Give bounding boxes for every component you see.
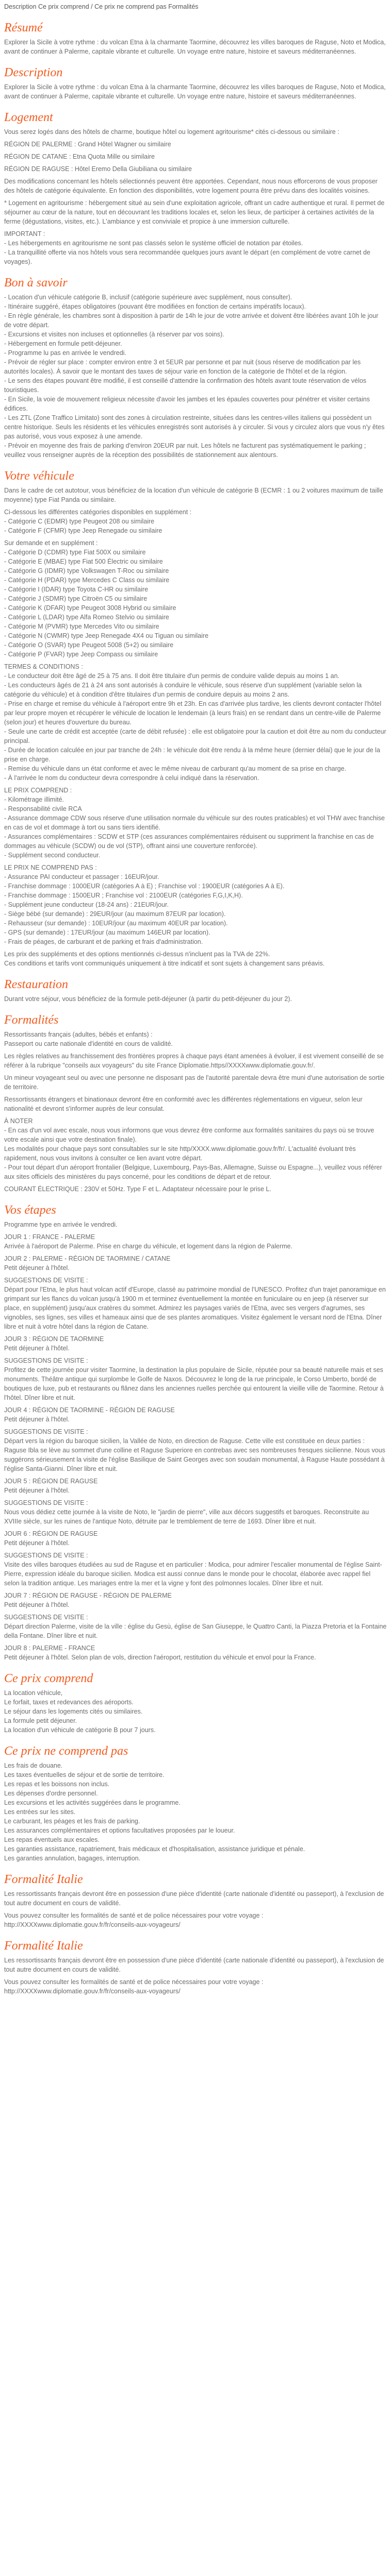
text-line: - Catégorie E (MBAE) type Fiat 500 Électric ou similaire bbox=[4, 558, 163, 565]
text-line: - Assurance dommage CDW sous réserve d'une utilisation normale du véhicule sur des routes praticables) et vol THW avec franchise en cas de vol et dommage à tort ou sans tiers identifié. bbox=[4, 815, 385, 831]
text-line: TERMES & CONDITIONS : bbox=[4, 663, 83, 670]
text-line: Petit déjeuner à l'hôtel. bbox=[4, 1601, 70, 1608]
text-line: Petit déjeuner à l'hôtel. bbox=[4, 1539, 70, 1547]
text-line: Durant votre séjour, vous bénéficiez de la formule petit-déjeuner (à partir du petit-déjeuner du jour 2). bbox=[4, 995, 292, 1003]
text-line: - Excursions et visites non incluses et optionnelles (à réserver par vos soins). bbox=[4, 331, 224, 338]
text-line: - Les hébergements en agritourisme ne sont pas classés selon le système officiel de notation par étoiles. bbox=[4, 240, 303, 247]
text-line: Le forfait, taxes et redevances des aéroports. bbox=[4, 1699, 134, 1706]
text-line: RÉGION DE RAGUSE : Hôtel Eremo Della Giubiliana ou similaire bbox=[4, 165, 192, 173]
text-line: SUGGESTIONS DE VISITE : bbox=[4, 1499, 88, 1506]
paragraph bbox=[4, 1356, 387, 1402]
text-line: Le carburant, les péages et les frais de parking. bbox=[4, 1818, 140, 1825]
text-line: Arrivée à l'aéroport de Palerme. Prise en charge du véhicule, et logement dans la région de Palerme. bbox=[4, 1243, 292, 1250]
text-line: Départ direction Palerme, visite de la ville : église du Gesù, église de San Giuseppe, le Quattro Canti, la Piazza Pretoria et la Fontaine della Fontane. Dîner libre et nuit. bbox=[4, 1623, 387, 1639]
text-line: - Catégorie O (SVAR) type Peugeot 5008 (5+2) ou similaire bbox=[4, 641, 174, 649]
paragraph bbox=[4, 1052, 387, 1070]
text-line: - Itinéraire suggéré, étapes obligatoires (pouvant être modifiées en fonction de certains impératifs locaux). bbox=[4, 303, 306, 310]
text-line: - À l'arrivée le nom du conducteur devra correspondre à celui indiqué dans la réservation. bbox=[4, 774, 259, 782]
text-line: Départ vers la région du baroque sicilien, la Vallée de Noto, en direction de Raguse. Cette ville est constituée en deux parties : Raguse Ibla se lève au sommet d'une colline et Raguse Superiore en contrebas avec ses nombreuses fresques sicilienne. Nous vous suggérons sérieusement la visite de l'église Basilique de Saint Georges avec son soudain monumental, à Raguse Haute possédant à l'église Santa-Gianni. Dîner libre et nuit. bbox=[4, 1437, 385, 1472]
text-line: Ces conditions et tarifs vont communiqués uniquement à titre indicatif et sont sujets à changement sans préavis. bbox=[4, 960, 325, 967]
text-line: Vous pouvez consulter les formalités de santé et de police nécessaires pour votre voyage : bbox=[4, 1912, 264, 1919]
text-line: - Catégorie F (CFMR) type Jeep Renegade ou similaire bbox=[4, 527, 162, 534]
text-line: - Catégorie N (CWMR) type Jeep Renegade 4X4 ou Tiguan ou similaire bbox=[4, 632, 209, 639]
text-line: LE PRIX NE COMPREND PAS : bbox=[4, 864, 97, 871]
paragraph bbox=[4, 507, 387, 535]
paragraph bbox=[4, 38, 387, 56]
paragraph bbox=[4, 1477, 387, 1495]
text-line: Petit déjeuner à l'hôtel. bbox=[4, 1487, 70, 1494]
text-line: - Le sens des étapes pouvant être modifié, il est conseillé d'attendre la confirmation des hôtels avant toute réservation de vélos touristiques. bbox=[4, 377, 367, 394]
paragraph bbox=[4, 1220, 387, 1229]
text-line: JOUR 6 : RÉGION DE RAGUSE bbox=[4, 1530, 98, 1537]
text-line: Le séjour dans les logements cités ou similaires. bbox=[4, 1708, 143, 1715]
text-line: Les garanties annulation, bagages, interruption. bbox=[4, 1855, 141, 1862]
paragraph bbox=[4, 1498, 387, 1526]
text-line: JOUR 7 : RÉGION DE RAGUSE - RÉGION DE PALERME bbox=[4, 1592, 172, 1599]
text-line: Les ressortissants français devront être en possession d'une pièce d'identité (carte nationale d'identité ou passeport), à l'exclusion de tout autre document en cours de validité. bbox=[4, 1957, 384, 1973]
paragraph bbox=[4, 1427, 387, 1473]
text-line: - Catégorie K (DFAR) type Peugeot 3008 Hybrid ou similaire bbox=[4, 604, 176, 612]
text-line: Petit déjeuner à l'hôtel. bbox=[4, 1264, 70, 1272]
text-line: - Prévoir de régler sur place : compter environ entre 3 et 5EUR par personne et par nuit (sous réserve de modification par les autorités locales). À savoir que le montant des taxes de séjour varie en fonction de la catégorie de l'hôtel et de la région. bbox=[4, 359, 361, 375]
text-line: Les repas éventuels aux escales. bbox=[4, 1836, 100, 1843]
text-line: JOUR 3 : RÉGION DE TAORMINE bbox=[4, 1335, 104, 1343]
section-6 bbox=[4, 1013, 387, 1194]
text-line: - Siège bébé (sur demande) : 29EUR/jour (au maximum 87EUR par location). bbox=[4, 910, 226, 918]
text-line: Petit déjeuner à l'hôtel. bbox=[4, 1345, 70, 1352]
section-7 bbox=[4, 1203, 387, 1662]
text-line: Profitez de cette journée pour visiter Taormine, la destination la plus populaire de Sicile, réputée pour sa beauté naturelle mais et ses monuments. Théâtre antique qui surplombe le Golfe de Naxos. Découvrez le long de la rue principale, le Corso Umberto, bordé de boutiques de luxe, pub et restaurants ou flânez dans les anciennes ruelles perchée qui entourent la vieille ville de Taormine. Retour à l'hôtel. Dîner libre et nuit. bbox=[4, 1366, 384, 1401]
text-line: - Catégorie D (CDMR) type Fiat 500X ou similaire bbox=[4, 549, 146, 556]
paragraph bbox=[4, 293, 387, 460]
text-line: - Prise en charge et remise du véhicule à l'aéroport entre 9h et 23h. En cas d'arrivée plus tardive, les clients devront contacter l'hôtel par leur propre moyen et récupérer le véhicule de location le lendemain (à leurs frais) en se rendant dans un centre-ville de Palerme (selon jour) et heures d'ouverture du bureau. bbox=[4, 700, 382, 726]
text-line: - Catégorie I (IDAR) type Toyota C-HR ou similaire bbox=[4, 586, 149, 593]
text-line: Dans le cadre de cet autotour, vous bénéficiez de la location d'un véhicule de catégorie B (ECMR : 1 ou 2 voitures maximum de taille moyenne) type Fiat Panda ou similaire. bbox=[4, 487, 383, 503]
text-line: Les taxes éventuelles de séjour et de sortie de territoire. bbox=[4, 1771, 165, 1778]
text-line: - Hébergement en formule petit-déjeuner. bbox=[4, 340, 122, 347]
paragraph bbox=[4, 1030, 387, 1048]
paragraph bbox=[4, 82, 387, 101]
section-title: Restauration bbox=[4, 978, 68, 991]
text-line: Vous serez logés dans des hôtels de charme, boutique hôtel ou logement agritourisme* cités ci-dessous ou similaire : bbox=[4, 128, 339, 135]
text-line: Départ pour l'Etna, le plus haut volcan actif d'Europe, classé au patrimoine mondial de l'UNESCO. Profitez d'un trajet panoramique en grimpant sur les flancs du volcan jusqu'à 1900 m et terminez éventuellement la montée en funiculaire ou en jeep (à réserver sur place, en supplément) jusqu'aux cratères du sommet. Admirez les paysages variés de l'Etna, avec ses vergers d'agrumes, ses vignobles, ses lignes, ses villes et hameaux ainsi que de ses plantes aromatiques. Visitez également le versant nord de l'Etna. Dîner libre et nuit à votre hôtel dans la région de Catane. bbox=[4, 1286, 386, 1330]
section-4 bbox=[4, 469, 387, 968]
text-line: La location véhicule, bbox=[4, 1689, 63, 1697]
paragraph bbox=[4, 1643, 387, 1662]
text-line: - Franchise dommage : 1000EUR (catégories A à E) ; Franchise vol : 1900EUR (catégories A à E). bbox=[4, 883, 285, 890]
text-line: - Catégorie H (PDAR) type Mercedes C Class ou similaire bbox=[4, 577, 170, 584]
text-line: - Kilométrage illimité. bbox=[4, 796, 64, 803]
text-line: SUGGESTIONS DE VISITE : bbox=[4, 1552, 88, 1559]
paragraph bbox=[4, 1405, 387, 1424]
sections-container bbox=[4, 21, 387, 1996]
text-line: - Remise du véhicule dans un état conforme et avec le même niveau de carburant qu'au moment de sa prise en charge. bbox=[4, 765, 347, 772]
section-3 bbox=[4, 276, 387, 460]
text-line: - Seule une carte de crédit est acceptée (carte de débit refusée) : elle est obligatoire pour la caution et doit être au nom du conducteur principal. bbox=[4, 728, 386, 744]
paragraph bbox=[4, 538, 387, 659]
text-line: - Assurance PAI conducteur et passager : 16EUR/jour. bbox=[4, 873, 159, 880]
paragraph bbox=[4, 950, 387, 968]
text-line: Nous vous dédiez cette journée à la visite de Noto, le "jardin de pierre", ville aux décors suggestifs et baroques. Reconstruite au XVIIIe siècle, sur les ruines de l'antique Noto, détruite par le tremblement de terre de 1693. Dîner libre et nuit. bbox=[4, 1509, 369, 1525]
text-line: Vous pouvez consulter les formalités de santé et de police nécessaires pour votre voyage : bbox=[4, 1978, 264, 1986]
paragraph bbox=[4, 1116, 387, 1181]
section-title: Logement bbox=[4, 111, 53, 124]
text-line: JOUR 4 : RÉGION DE TAORMINE - RÉGION DE RAGUSE bbox=[4, 1406, 175, 1414]
paragraph bbox=[4, 1276, 387, 1331]
section-title: Votre véhicule bbox=[4, 469, 74, 483]
text-line: - Catégorie M (PVMR) type Mercedes Vito ou similaire bbox=[4, 623, 159, 630]
text-line: Petit déjeuner à l'hôtel. Selon plan de vols, direction l'aéroport, restitution du véhicule et envol pour la France. bbox=[4, 1654, 316, 1661]
paragraph bbox=[4, 127, 387, 137]
section-10 bbox=[4, 1872, 387, 1929]
text-line: - Frais de péages, de carburant et de parking et frais d'administration. bbox=[4, 938, 203, 945]
paragraph bbox=[4, 1977, 387, 1996]
section-title: Formalités bbox=[4, 1013, 59, 1027]
text-line: Programme type en arrivée le vendredi. bbox=[4, 1221, 118, 1228]
paragraph bbox=[4, 1073, 387, 1092]
text-line: - Le conducteur doit être âgé de 25 à 75 ans. Il doit être titulaire d'un permis de conduire valide depuis au moins 1 an. bbox=[4, 672, 340, 680]
section-title: Bon à savoir bbox=[4, 276, 68, 290]
text-line: - Catégorie L (LDAR) type Alfa Romeo Stelvio ou similaire bbox=[4, 614, 169, 621]
paragraph bbox=[4, 1613, 387, 1640]
text-line: - Assurances complémentaires : SCDW et STP (ces assurances complémentaires réduisent ou suppriment la franchise en cas de dommages au véhicule (SCDW) ou de vol (STP), offrant ainsi une couverture renforcée). bbox=[4, 833, 374, 850]
paragraph bbox=[4, 1591, 387, 1609]
breadcrumb[interactable]: Description Ce prix comprend / Ce prix ne comprend pas Formalités bbox=[4, 3, 199, 10]
paragraph bbox=[4, 863, 387, 946]
text-line: Explorer la Sicile à votre rythme : du volcan Etna à la charmante Taormine, découvrez les villes baroques de Raguse, Noto et Modica, avant de continuer à Palerme, capitale vibrante et culturelle. Un voyage entre nature, histoire et saveurs méditerranéennes. bbox=[4, 83, 386, 100]
text-line: JOUR 5 : RÉGION DE RAGUSE bbox=[4, 1478, 98, 1485]
text-line: À NOTER bbox=[4, 1117, 33, 1125]
paragraph bbox=[4, 1911, 387, 1929]
text-line: http://XXXXwww.diplomatie.gouv.fr/fr/conseils-aux-voyageurs/ bbox=[4, 1921, 181, 1928]
text-line: COURANT ÉLECTRIQUE : 230V et 50Hz. Type F et L. Adaptateur nécessaire pour le prise L. bbox=[4, 1185, 271, 1193]
text-line: Un mineur voyageant seul ou avec une personne ne disposant pas de l'autorité parentale devra être muni d'une autorisation de sortie de territoire. bbox=[4, 1074, 385, 1091]
section-11 bbox=[4, 1939, 387, 1996]
text-line: Les dépenses d'ordre personnel. bbox=[4, 1790, 98, 1797]
text-line: Les frais de douane. bbox=[4, 1762, 63, 1769]
text-line: Les ressortissants français devront être en possession d'une pièce d'identité (carte nationale d'identité ou passeport), à l'exclusion de tout autre document en cours de validité. bbox=[4, 1890, 384, 1907]
section-title: Ce prix ne comprend pas bbox=[4, 1744, 128, 1758]
text-line: - Les conducteurs âgés de 21 à 24 ans sont autorisés à conduire le véhicule, sous réserve d'un supplément (variable selon la catégorie du véhicule) et à condition d'être titulaires d'un permis de conduire depuis au moins 2 ans. bbox=[4, 682, 362, 698]
paragraph bbox=[4, 177, 387, 195]
text-line: JOUR 1 : FRANCE - PALERME bbox=[4, 1233, 95, 1241]
text-line: RÉGION DE PALERME : Grand Hôtel Wagner ou similaire bbox=[4, 141, 171, 148]
text-line: - Pour tout départ d'un aéroport frontalier (Belgique, Luxembourg, Pays-Bas, Allemagne, Suisse ou Espagne...), veuillez vous référer aux sites officiels des ministères du pays concerné, pour les conditions de départ et de retour. bbox=[4, 1164, 382, 1180]
paragraph bbox=[4, 786, 387, 860]
paragraph bbox=[4, 140, 387, 149]
paragraph bbox=[4, 1184, 387, 1194]
text-line: - La tranquillité offerte via nos hôtels vous sera recommandée quelques jours avant le départ (en complément de votre carnet de voyages). bbox=[4, 249, 370, 265]
text-line: Les entrées sur les sites. bbox=[4, 1808, 76, 1816]
paragraph bbox=[4, 1956, 387, 1974]
section-5 bbox=[4, 977, 387, 1004]
text-line: Passeport ou carte nationale d'identité en cours de validité. bbox=[4, 1040, 173, 1047]
text-line: IMPORTANT : bbox=[4, 230, 45, 238]
text-line: - Responsabilité civile RCA bbox=[4, 805, 82, 812]
text-line: RÉGION DE CATANE : Etna Quota Mille ou similaire bbox=[4, 153, 155, 160]
text-line: - Durée de location calculée en jour par tranche de 24h : le véhicule doit être rendu à la même heure (dernier délai) que le jour de la prise en charge. bbox=[4, 747, 380, 763]
text-line: http://XXXXwww.diplomatie.gouv.fr/fr/conseils-aux-voyageurs/ bbox=[4, 1988, 181, 1995]
section-title: Résumé bbox=[4, 21, 43, 35]
paragraph bbox=[4, 662, 387, 783]
text-line: - Supplément jeune conducteur (18-24 ans) : 21EUR/jour. bbox=[4, 901, 169, 908]
section-title: Formalité Italie bbox=[4, 1873, 83, 1886]
section-title: Description bbox=[4, 66, 63, 79]
text-line: La formule petit déjeuner. bbox=[4, 1717, 77, 1724]
text-line: La location d'un véhicule de catégorie B pour 7 jours. bbox=[4, 1726, 156, 1734]
text-line: Sur demande et en supplément : bbox=[4, 539, 98, 547]
paragraph bbox=[4, 1761, 387, 1863]
text-line: - Catégorie C (EDMR) type Peugeot 208 ou similaire bbox=[4, 518, 155, 525]
section-title: Formalité Italie bbox=[4, 1939, 83, 1953]
text-line: - Les ZTL (Zone Traffico Limitato) sont des zones à circulation restreinte, situées dans les centres-villes italiens qui possèdent un centre historique. Seuls les résidents et les véhicules enregistrés sont autorisés à y circuler. Si vous y circulez alors que vous n'y êtes pas autorisé, vous vous exposez à une amende. bbox=[4, 414, 385, 440]
section-title: Vos étapes bbox=[4, 1204, 56, 1217]
text-line: Les assurances complémentaires et options facultatives proposées par le loueur. bbox=[4, 1827, 235, 1834]
paragraph bbox=[4, 152, 387, 161]
paragraph bbox=[4, 229, 387, 266]
text-line: SUGGESTIONS DE VISITE : bbox=[4, 1614, 88, 1621]
paragraph bbox=[4, 198, 387, 226]
paragraph bbox=[4, 486, 387, 504]
text-line: SUGGESTIONS DE VISITE : bbox=[4, 1277, 88, 1284]
text-line: - En cas d'un vol avec escale, nous vous informons que vous devrez être conforme aux formalités sanitaires du pays où se trouve votre escale ainsi que votre destination finale). bbox=[4, 1127, 374, 1143]
text-line: - En Sicile, la voie de mouvement religieux nécessite d'avoir les jambes et les épaules couvertes pour pénétrer et visiter certains édifices. bbox=[4, 396, 370, 412]
text-line: Ressortissants étrangers et binationaux devront être en conformité avec les différentes réglementations en vigueur, selon leur nationalité et devront s'informer auprès de leur consulat. bbox=[4, 1096, 363, 1112]
section-2 bbox=[4, 110, 387, 266]
text-line: Visite des villes baroques étudiées au sud de Raguse et en particulier : Modica, pour admirer l'escalier monumental de l'église Saint-Pierre, expression idéale du baroque sicilien. Modica est aussi connue dans le monde pour le chocolat, élaborée avec rappel fiel selon la tradition antique. Les mariages entre la mer et la vigne y font des polmonnes locales. Dîner libre et nuit. bbox=[4, 1561, 382, 1587]
text-line: Ci-dessous les différentes catégories disponibles en supplément : bbox=[4, 509, 192, 516]
paragraph bbox=[4, 1334, 387, 1353]
paragraph bbox=[4, 1254, 387, 1273]
text-line: SUGGESTIONS DE VISITE : bbox=[4, 1428, 88, 1435]
section-0 bbox=[4, 21, 387, 56]
text-line: - Prévoir en moyenne des frais de parking d'environ 20EUR par nuit. Les hôtels ne facturent pas systématiquement le parking ; veuillez vous renseigner auprès de la réception des possibilités de stationnement aux alentours. bbox=[4, 442, 366, 459]
text-line: Les repas et les boissons non inclus. bbox=[4, 1781, 110, 1788]
paragraph bbox=[4, 1232, 387, 1251]
text-line: - Catégorie P (FVAR) type Jeep Compass ou similaire bbox=[4, 651, 158, 658]
section-1 bbox=[4, 65, 387, 101]
text-line: - Catégorie G (IDMR) type Volkswagen T-Roc ou similaire bbox=[4, 567, 169, 574]
text-line: - Rehausseur (sur demande) : 10EUR/jour (au maximum 40EUR par location). bbox=[4, 920, 228, 927]
paragraph bbox=[4, 1889, 387, 1908]
text-line: - Supplément second conducteur. bbox=[4, 852, 101, 859]
text-line: Les prix des suppléments et des options mentionnés ci-dessus n'incluent pas la TVA de 22%. bbox=[4, 951, 270, 958]
text-line: - Programme lu pas en arrivée le vendredi. bbox=[4, 349, 126, 357]
section-title: Ce prix comprend bbox=[4, 1672, 93, 1685]
text-line: Les modalités pour chaque pays sont consultables sur le site http/XXXX.www.diplomatie.gouv.fr/fr/. L'actualité évoluant très rapidement, nous vous invitons à consulter ce lien avant votre départ. bbox=[4, 1145, 356, 1162]
text-line: Les excursions et les activités suggérées dans le programme. bbox=[4, 1799, 181, 1806]
paragraph bbox=[4, 1529, 387, 1548]
text-line: - En règle générale, les chambres sont à disposition à partir de 14h le jour de votre arrivée et doivent être libérées avant 10h le jour de votre départ. bbox=[4, 312, 379, 329]
paragraph bbox=[4, 1688, 387, 1735]
paragraph bbox=[4, 1095, 387, 1113]
text-line: Des modifications concernant les hôtels sélectionnés peuvent être apportées. Cependant, nous nous efforcerons de vous proposer des hôtels de catégorie équivalente. En fonction des disponibilités, votre logement pourra être prévu dans des localités voisines. bbox=[4, 178, 378, 194]
paragraph bbox=[4, 164, 387, 174]
text-line: Les garanties assistance, rapatriement, frais médicaux et d'hospitalisation, assistance juridique et pénale. bbox=[4, 1845, 305, 1853]
paragraph bbox=[4, 994, 387, 1004]
text-line: - Catégorie J (SDMR) type Citroën C5 ou similaire bbox=[4, 595, 148, 602]
text-line: JOUR 8 : PALERME - FRANCE bbox=[4, 1645, 95, 1652]
section-9 bbox=[4, 1744, 387, 1863]
text-line: Petit déjeuner à l'hôtel. bbox=[4, 1416, 70, 1423]
text-line: SUGGESTIONS DE VISITE : bbox=[4, 1357, 88, 1364]
text-line: JOUR 2 : PALERME - RÉGION DE TAORMINE / CATANE bbox=[4, 1255, 171, 1262]
section-8 bbox=[4, 1671, 387, 1735]
text-line: Explorer la Sicile à votre rythme : du volcan Etna à la charmante Taormine, découvrez les villes baroques de Raguse, Noto et Modica, avant de continuer à Palerme, capitale vibrante et culturelle. Un voyage entre nature, histoire et saveurs méditerranéennes. bbox=[4, 39, 386, 55]
text-line: - Location d'un véhicule catégorie B, inclusif (catégorie supérieure avec supplément, nous consulter). bbox=[4, 294, 292, 301]
text-line: Les règles relatives au franchissement des frontières propres à chaque pays étant amenées à évoluer, il est vivement conseillé de se référer à la rubrique "conseils aux voyageurs" du site France Diplomatie.https//XXXXwww.diplomatie.gouv.fr/. bbox=[4, 1053, 384, 1069]
text-line: - GPS (sur demande) : 17EUR/jour (au maximum 146EUR par location). bbox=[4, 929, 210, 936]
text-line: * Logement en agritourisme : hébergement situé au sein d'une exploitation agricole, offrant un cadre authentique et rural. Il permet de séjourner au cœur de la nature, tout en découvrant les traditions locales et, selon les lieux, de participer à certaines activités de la ferme (dégustations, visites, etc.). L'ambiance y est conviviale et propice à une immersion culturelle. bbox=[4, 199, 385, 225]
text-line: LE PRIX COMPREND : bbox=[4, 787, 72, 794]
text-line: - Franchise dommage : 1500EUR ; Franchise vol : 2100EUR (catégories F,G,I,K,H). bbox=[4, 892, 243, 899]
text-line: Ressortissants français (adultes, bébés et enfants) : bbox=[4, 1031, 153, 1038]
paragraph bbox=[4, 1551, 387, 1588]
